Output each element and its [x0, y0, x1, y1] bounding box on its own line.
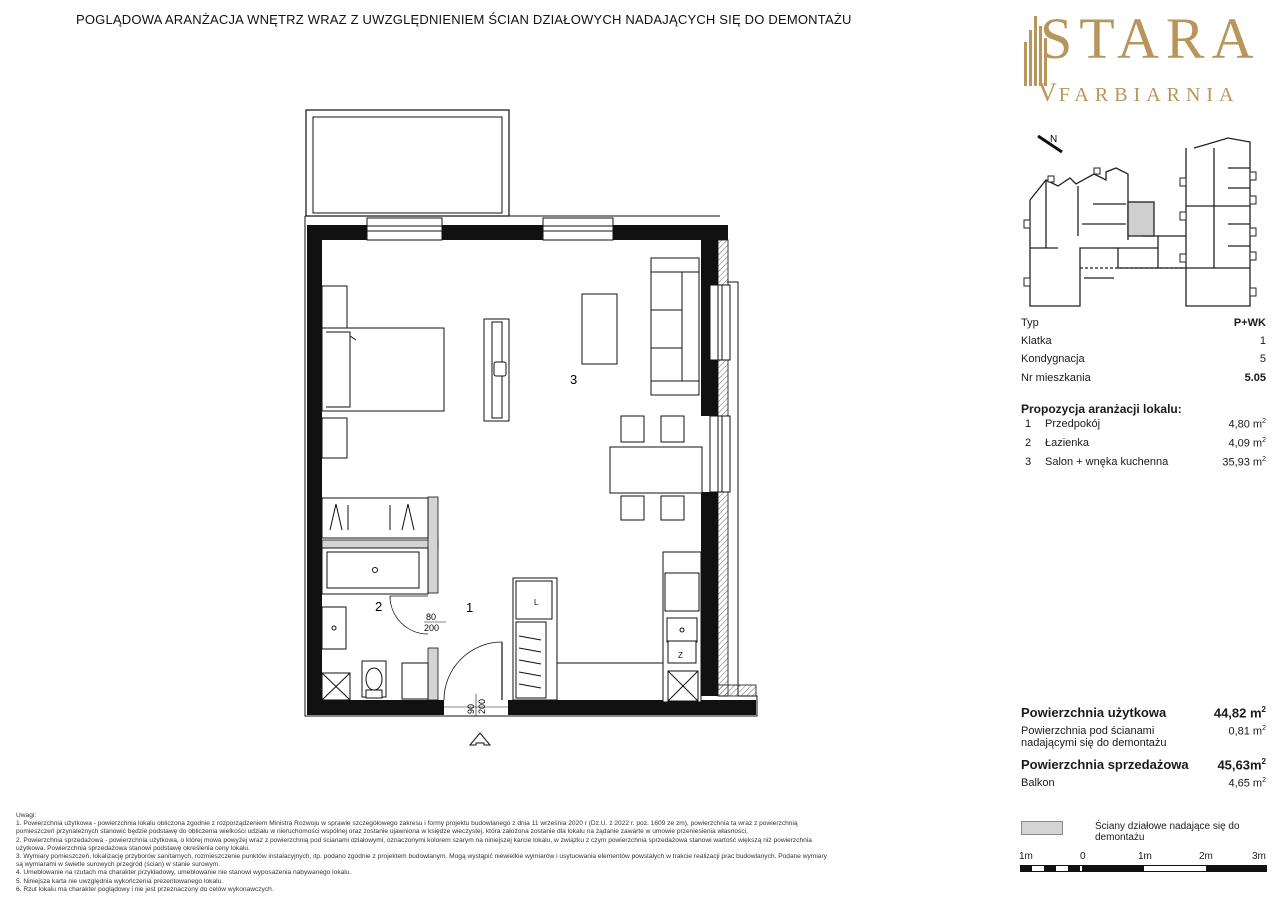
scale-label: 3m: [1252, 851, 1266, 862]
notes-line: 4. Umeblowanie na rzutach ma charakter przykładowy, umeblowanie nie stanowi wyposażenia nabywanego lokalu.: [16, 869, 352, 877]
notes-line: użytkowa. Powierzchnia sprzedażowa stanowi podstawę określenia ceny lokalu.: [16, 844, 250, 852]
sofa: [651, 258, 699, 395]
room-label-bathroom: 2: [375, 599, 383, 614]
summary-label: Balkon: [1021, 777, 1055, 789]
notes-line: pomieszczeń przynależnych stanowić będzie podstawę do obliczenia wielkości udziału w nieruchomości wspólnej oraz zostanie ujawniona w księdze wieczystej, która założona zostanie dla lokalu na żądanie zawarte w umowie przeniesienia własności.: [16, 828, 748, 836]
info-label: Typ: [1021, 317, 1039, 329]
dishwasher-label: Z: [678, 651, 683, 660]
north-label: N: [1050, 134, 1058, 145]
info-row-floor: [1021, 353, 1266, 365]
legend-swatch: [1021, 821, 1063, 835]
room-area: 4,80 $m^2$: [1228, 418, 1266, 431]
room-label-hall: 1: [466, 600, 474, 615]
info-value: 1: [1259, 335, 1266, 347]
room-row-bathroom: [1025, 437, 1266, 450]
page-title: POGLĄDOWA ARANŻACJA WNĘTRZ WRAZ Z UWZGLĘDNIENIEM ŚCIAN DZIAŁOWYCH NADAJĄCYCH SIĘ DO DEMONTAŻU: [76, 12, 852, 27]
room-name: Łazienka: [1045, 437, 1090, 449]
summary-value: 44,82 $m^2$: [1213, 705, 1266, 721]
info-label: Kondygnacja: [1021, 353, 1085, 365]
room-no: 1: [1025, 418, 1032, 430]
summary-sales: [1021, 757, 1266, 772]
summary-value: $45,63m^2$: [1217, 757, 1266, 773]
room-row-living: [1025, 456, 1266, 469]
notes-line: 6. Rzut lokalu ma charakter poglądowy i nie jest przeznaczony do celów wykonawczych.: [16, 885, 274, 893]
balcony: [306, 110, 509, 216]
summary-value: 4,65 $m^2$: [1228, 777, 1266, 790]
scale-label: 1m: [1138, 851, 1152, 862]
info-row-type: [1021, 317, 1266, 329]
scale-label: 0: [1080, 851, 1086, 862]
info-value: 5.05: [1244, 372, 1266, 384]
room-label-living: 3: [570, 372, 578, 387]
bath-door-bottom: 200: [424, 623, 440, 633]
notes: [16, 812, 996, 894]
scale-label: 1m: [1019, 851, 1033, 862]
entry-door-top: 90: [466, 703, 476, 714]
info-label: Klatka: [1021, 335, 1052, 347]
scale-label: 2m: [1199, 851, 1213, 862]
logo-farbiarnia: [1038, 80, 1240, 106]
dining-set: [610, 416, 702, 520]
bath-door-top: 80: [426, 612, 437, 622]
info-value: 5: [1259, 353, 1266, 365]
bed: [322, 286, 444, 458]
fridge-wardrobe: [513, 578, 557, 700]
info-row-stairwell: [1021, 335, 1266, 347]
room-no: 3: [1025, 456, 1032, 468]
notes-line: są wymiarami w świetle surowych przegród (ścian) w stanie surowym.: [16, 861, 221, 869]
notes-line: 5. Niniejsza karta nie uwzględnia wykończenia prezentowanego lokalu.: [16, 877, 224, 885]
info-value: P+WK: [1233, 317, 1266, 329]
logo-stara: STARA: [1040, 6, 1261, 71]
summary-label: Powierzchnia pod ścianami nadającymi się do demontażu: [1021, 725, 1167, 749]
floor-plan: [290, 100, 770, 760]
summary-label: Powierzchnia sprzedażowa: [1021, 757, 1189, 772]
summary-walls: [1021, 725, 1266, 749]
key-plan: [1018, 128, 1268, 308]
logo-initial: V: [1038, 78, 1059, 107]
legend-text: Ściany działowe nadające się do demontażu: [1095, 821, 1240, 843]
kitchen: [557, 552, 701, 702]
scale-bar-graphic: [1020, 864, 1268, 874]
summary-balcony: [1021, 777, 1266, 790]
summary-label: Powierzchnia użytkowa: [1021, 705, 1167, 720]
summary-usable: [1021, 705, 1266, 720]
summary-value: 0,81 $m^2$: [1228, 725, 1266, 738]
notes-line: 1. Powierzchnia użytkowa - powierzchnia lokalu obliczona zgodnie z rozporządzeniem Ministra Rozwoju w sprawie szczegółowego zakresu i formy projektu budowlanego z dnia 11 września 2020 r (Dz.U. z 2022 r. poz. 1609 ze zm), powierzchnia ta wraz z powierzchnią: [16, 820, 798, 828]
entry-door-bottom: 200: [477, 698, 487, 714]
logo-farbiarnia-text: FARBIARNIA: [1058, 84, 1240, 106]
room-no: 2: [1025, 437, 1032, 449]
notes-line: 3. Wymiary pomieszczeń, lokalizację przyborów sanitarnych, rozmieszczenie punktów instalacyjnych, itp. podano zgodnie z projektem budowlanym. Mogą wystąpić niewielkie wymiarów i usytuowania elementów powstałych w trakcie realizacji prac budowlanych. Podane wymiary: [16, 853, 827, 861]
notes-heading: Uwagi:: [16, 812, 37, 819]
room-name: Salon + wnęka kuchenna: [1045, 456, 1169, 468]
room-row-hall: [1025, 418, 1266, 431]
room-area: 4,09 $m^2$: [1228, 437, 1266, 450]
info-row-apartment-no: [1021, 372, 1266, 384]
arrangement-title: Propozycja aranżacji lokalu:: [1021, 402, 1182, 416]
fridge-label: L: [534, 598, 539, 607]
north-arrow: [1038, 134, 1062, 152]
info-label: Nr mieszkania: [1021, 372, 1091, 384]
coffee-table: [582, 294, 617, 364]
room-name: Przedpokój: [1045, 418, 1101, 430]
entrance-arrow-icon: [470, 733, 490, 745]
room-area: 35,93 $m^2$: [1222, 456, 1266, 469]
notes-line: 2. Powierzchnia sprzedażowa - powierzchnia użytkowa, o której mowa powyżej wraz z powierzchnią pod ścianami działowymi, oznaczonymi kolorem szarym na niniejszej karcie lokalu, w związku z czym powierzchnia sprzedażowa stanowi wartość większą niż powierzchnia: [16, 836, 812, 844]
